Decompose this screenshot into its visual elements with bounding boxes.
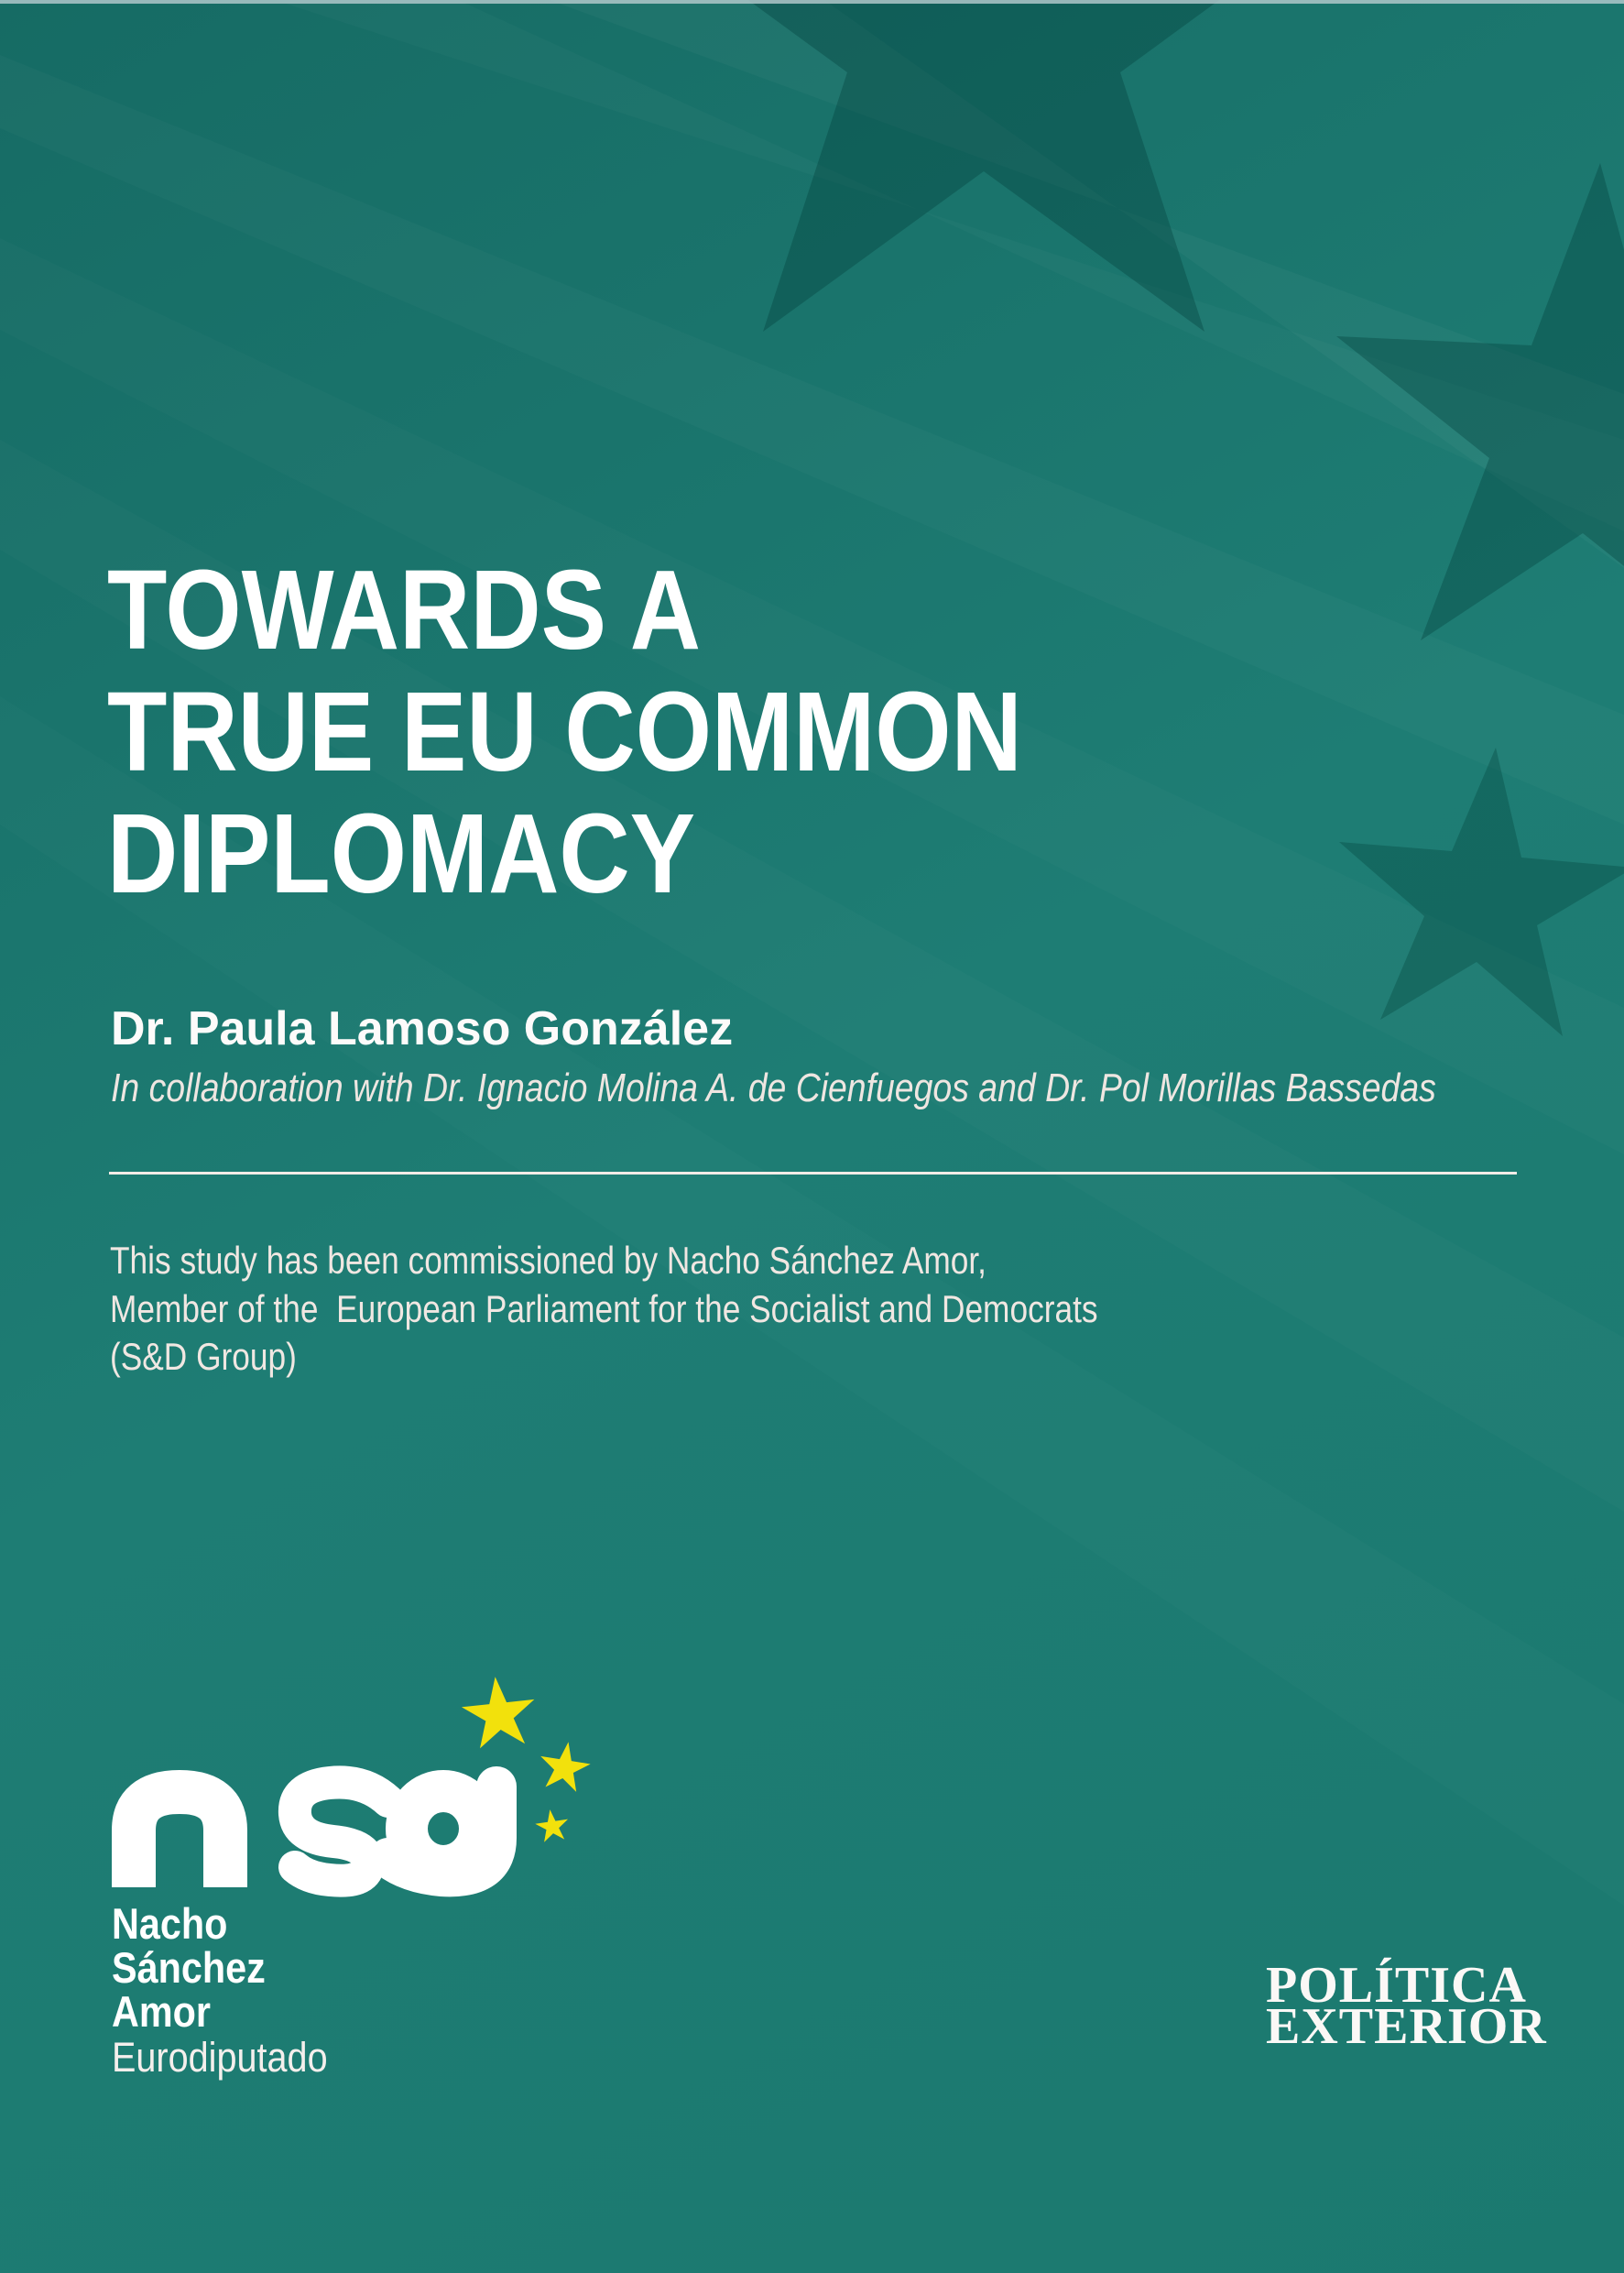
nsa-role-label: Eurodiputado [112, 2034, 328, 2081]
commission-line-1: This study has been commissioned by Nacho Sánchez Amor, [110, 1239, 986, 1282]
nsa-name-line-2: Sánchez [112, 1943, 266, 1992]
publisher-line-2: EXTERIOR [1266, 1998, 1547, 2055]
nsa-name-line-3: Amor [112, 1987, 212, 2036]
politica-exterior-logo [1266, 1957, 1547, 2055]
commission-line-2: Member of the European Parliament for the Socialist and Democrats [110, 1286, 1098, 1330]
collaboration-credit: In collaboration with Dr. Ignacio Molina A. de Cienfuegos and Dr. Pol Morillas Bassedas [111, 1065, 1436, 1110]
author-name: Dr. Paula Lamoso González [111, 1002, 734, 1055]
nsa-name-line-1: Nacho [112, 1899, 228, 1948]
commission-line-3: (S&D Group) [110, 1335, 297, 1378]
divider-line [109, 1172, 1517, 1175]
page-top-edge [0, 0, 1624, 4]
publisher-line-1: POLÍTICA [1266, 1957, 1527, 2014]
title-line-2: TRUE EU COMMON [107, 670, 1022, 795]
page-title [107, 550, 1022, 915]
title-line-1: TOWARDS A [107, 548, 702, 673]
nsa-name-block [112, 1899, 266, 2036]
title-line-3: DIPLOMACY [107, 792, 696, 917]
commission-note [110, 1237, 1098, 1382]
